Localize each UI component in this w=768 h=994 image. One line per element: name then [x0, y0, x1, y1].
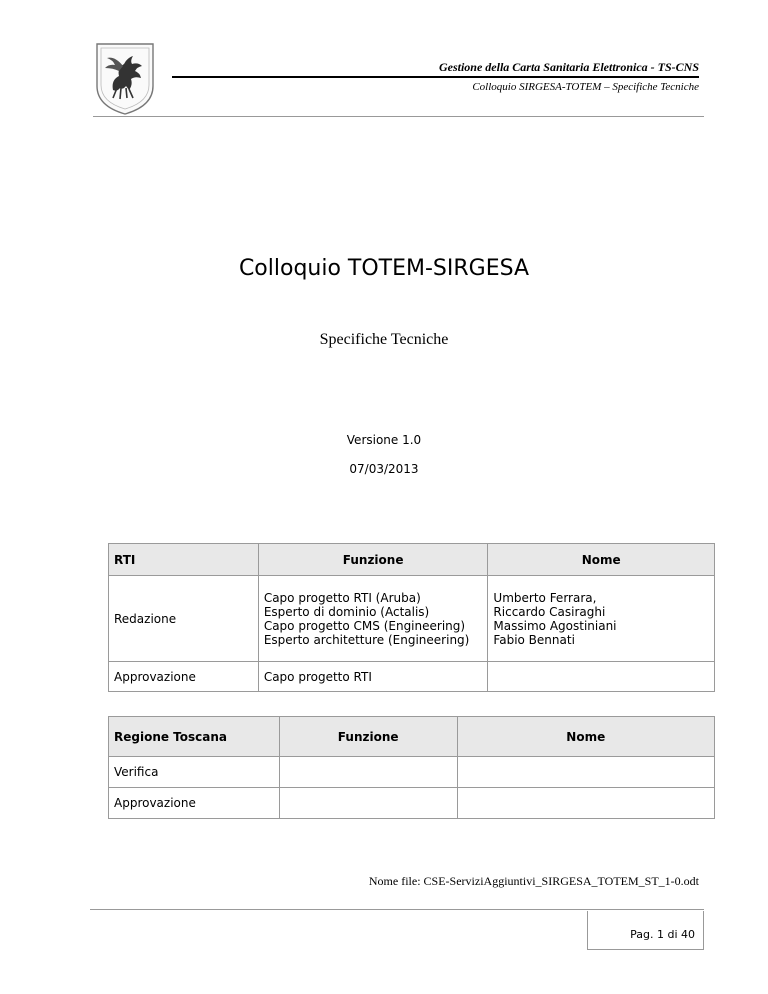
page-number: Pag. 1 di 40	[630, 928, 695, 941]
column-header-funzione: Funzione	[258, 544, 488, 576]
table-row	[109, 757, 715, 788]
version-label: Versione 1.0	[346, 433, 422, 447]
nome-line: Massimo Agostiniani	[493, 618, 617, 633]
funzione-cell	[279, 757, 457, 788]
funzione-line: Esperto architetture (Engineering)	[263, 632, 470, 647]
nome-cell	[488, 662, 715, 692]
column-header-nome: Nome	[457, 717, 714, 757]
header-rule	[172, 76, 699, 78]
table-row	[109, 662, 715, 692]
funzione-cell: Capo progetto RTI	[258, 662, 488, 692]
row-label: Redazione	[109, 576, 259, 662]
table-row	[109, 788, 715, 819]
release-date: 07/03/2013	[349, 462, 419, 476]
footer-divider	[90, 909, 704, 910]
column-header-rti: RTI	[109, 544, 259, 576]
cover-subtitle: Specifiche Tecniche	[319, 331, 449, 348]
funzione-cell	[258, 576, 488, 662]
nome-line: Riccardo Casiraghi	[493, 604, 606, 619]
footer-filename: Nome file: CSE-ServiziAggiuntivi_SIRGESA_TOTEM_ST_1-0.odt	[368, 874, 699, 888]
header-document-title: Gestione della Carta Sanitaria Elettronica - TS-CNS	[438, 60, 699, 74]
nome-cell	[457, 788, 714, 819]
table-header-row	[109, 717, 715, 757]
nome-line: Umberto Ferrara,	[493, 590, 597, 605]
column-header-regione: Regione Toscana	[109, 717, 280, 757]
nome-cell	[488, 576, 715, 662]
nome-cell	[457, 757, 714, 788]
column-header-funzione: Funzione	[279, 717, 457, 757]
funzione-line: Capo progetto CMS (Engineering)	[263, 618, 466, 633]
row-label: Approvazione	[109, 788, 280, 819]
nome-line: Fabio Bennati	[493, 632, 575, 647]
row-label: Verifica	[109, 757, 280, 788]
funzione-cell	[279, 788, 457, 819]
regione-toscana-table	[108, 716, 715, 819]
table-row	[109, 576, 715, 662]
funzione-line: Esperto di dominio (Actalis)	[263, 604, 430, 619]
regione-toscana-pegasus-icon	[93, 40, 157, 116]
row-label: Approvazione	[109, 662, 259, 692]
header-document-subtitle: Colloquio SIRGESA-TOTEM – Specifiche Tecniche	[472, 81, 699, 93]
page-number-box	[587, 911, 704, 950]
funzione-line: Capo progetto RTI (Aruba)	[263, 590, 421, 605]
cover-title: Colloquio TOTEM-SIRGESA	[238, 256, 530, 281]
column-header-nome: Nome	[488, 544, 715, 576]
rti-approval-table	[108, 543, 715, 692]
table-header-row	[109, 544, 715, 576]
header-divider	[93, 116, 704, 117]
